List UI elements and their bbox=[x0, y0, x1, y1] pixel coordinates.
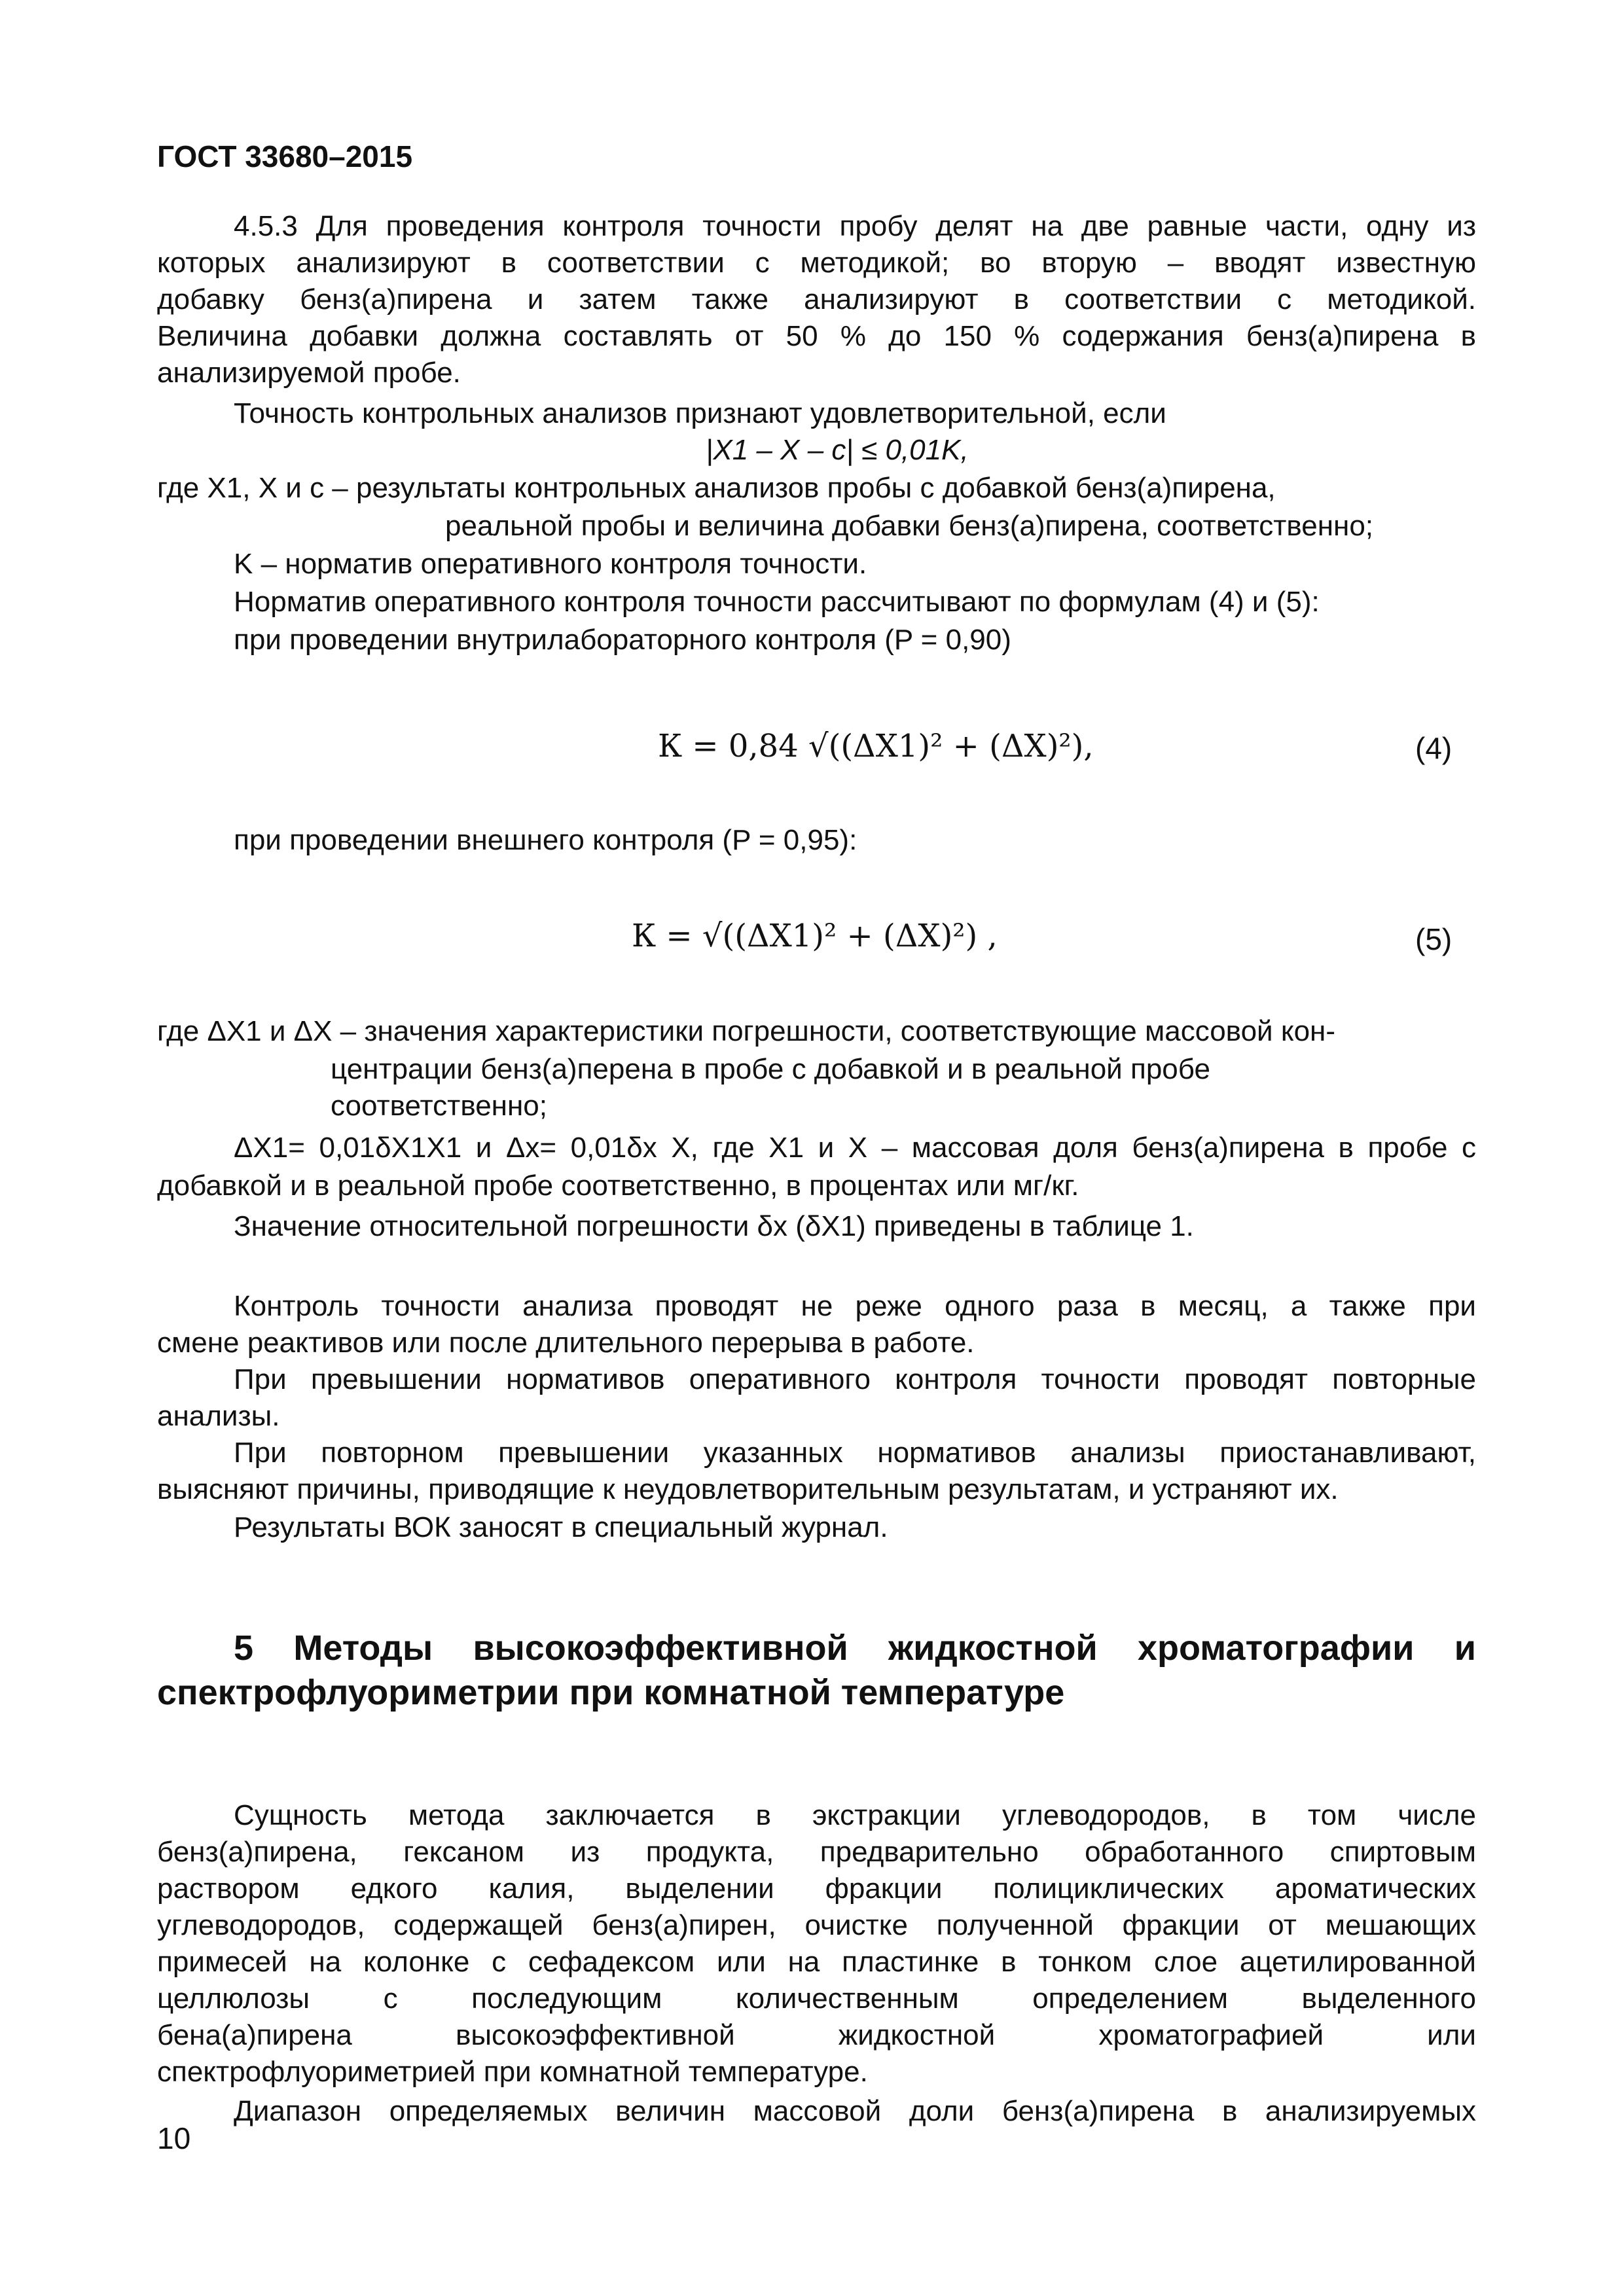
delta-calc-line-2: добавкой и в реальной пробе соответственно, в процентах или мг/кг. bbox=[157, 1170, 1079, 1202]
paragraph-line: анализируемой пробе. bbox=[157, 357, 461, 389]
delta-where-line: где ΔX1 и ΔX – значения характеристики погрешности, соответствующие массовой кон- bbox=[157, 1015, 1336, 1047]
essence-line: раствором едкого калия, выделении фракции полициклических ароматических bbox=[157, 1873, 1476, 1905]
paragraph-line: добавку бенз(а)пирена и затем также анализируют в соответствии с методикой. bbox=[157, 283, 1476, 315]
where-line-continued: реальной пробы и величина добавки бенз(а)пирена, соответственно; bbox=[445, 510, 1374, 542]
repeat-exceed-line: При повторном превышении указанных нормативов анализы приостанавливают, bbox=[234, 1437, 1476, 1469]
formula-5-number: (5) bbox=[1415, 922, 1453, 956]
relative-error-text: Значение относительной погрешности δx (δX1) приведены в таблице 1. bbox=[234, 1210, 1194, 1242]
essence-line: бена(а)пирена высокоэффективной жидкостной хроматографией или bbox=[157, 2019, 1476, 2051]
page-number: 10 bbox=[157, 2121, 191, 2155]
results-text: Результаты ВОК заносят в специальный журнал. bbox=[234, 1511, 888, 1543]
section-heading-line-2: спектрофлуориметрии при комнатной температуре bbox=[157, 1673, 1065, 1712]
essence-line: спектрофлуориметрией при комнатной температуре. bbox=[157, 2056, 868, 2088]
control-frequency-line-2: смене реактивов или после длительного перерыва в работе. bbox=[157, 1327, 975, 1359]
essence-line: примесей на колонке с сефадексом или на пластинке в тонком слое ацетилированной bbox=[157, 1946, 1476, 1978]
internal-control-text: при проведении внутрилабораторного контроля (P = 0,90) bbox=[234, 624, 1011, 656]
formula-4-number: (4) bbox=[1415, 731, 1453, 765]
formula-5-expression: К = √((ΔX1)² + (ΔX)²) , bbox=[632, 918, 998, 954]
accuracy-condition: |X1 – X – c| ≤ 0,01K, bbox=[706, 434, 969, 466]
essence-line: углеводородов, содержащей бенз(а)пирен, очистке полученной фракции от мешающих bbox=[157, 1909, 1476, 1941]
delta-where-line-3: соответственно; bbox=[331, 1090, 547, 1122]
paragraph-line: Величина добавки должна составлять от 50 % до 150 % содержания бенз(а)пирена в bbox=[157, 320, 1476, 352]
repeat-exceed-line-2: выясняют причины, приводящие к неудовлетворительным результатам, и устраняют их. bbox=[157, 1473, 1339, 1505]
essence-line: Сущность метода заключается в экстракции углеводородов, в том числе bbox=[234, 1799, 1476, 1831]
essence-line: целлюлозы с последующим количественным определением выделенного bbox=[157, 1982, 1476, 2015]
formula-4-expression: К = 0,84 √((ΔX1)² + (ΔX)²), bbox=[658, 728, 1094, 764]
k-definition: K – норматив оперативного контроля точности. bbox=[234, 548, 867, 580]
paragraph-line: 4.5.3 Для проведения контроля точности пробу делят на две равные части, одну из bbox=[234, 210, 1476, 242]
where-line: где X1, X и c – результаты контрольных анализов пробы с добавкой бенз(а)пирена, bbox=[157, 472, 1276, 504]
essence-line: бенз(а)пирена, гексаном из продукта, предварительно обработанного спиртовым bbox=[157, 1836, 1476, 1868]
accuracy-intro: Точность контрольных анализов признают удовлетворительной, если bbox=[234, 397, 1166, 429]
delta-where-line-2: центрации бенз(а)перена в пробе с добавкой и в реальной пробе bbox=[331, 1053, 1210, 1085]
norm-calc-text: Норматив оперативного контроля точности рассчитывают по формулам (4) и (5): bbox=[234, 586, 1320, 618]
paragraph-line: которых анализируют в соответствии с методикой; во вторую – вводят известную bbox=[157, 247, 1476, 279]
delta-calc-line: ΔX1= 0,01δX1X1 и Δx= 0,01δx X, где X1 и X – массовая доля бенз(а)пирена в пробе с bbox=[234, 1132, 1476, 1164]
control-frequency-line: Контроль точности анализа проводят не реже одного раза в месяц, а также при bbox=[234, 1290, 1476, 1322]
exceed-line: При превышении нормативов оперативного контроля точности проводят повторные bbox=[234, 1363, 1476, 1395]
document-header: ГОСТ 33680–2015 bbox=[157, 139, 413, 173]
exceed-line-2: анализы. bbox=[157, 1400, 280, 1432]
external-control-text: при проведении внешнего контроля (P = 0,95): bbox=[234, 824, 857, 856]
range-line: Диапазон определяемых величин массовой доли бенз(а)пирена в анализируемых bbox=[234, 2095, 1476, 2127]
section-heading-line-1: 5 Методы высокоэффективной жидкостной хроматографии и bbox=[234, 1628, 1476, 1668]
